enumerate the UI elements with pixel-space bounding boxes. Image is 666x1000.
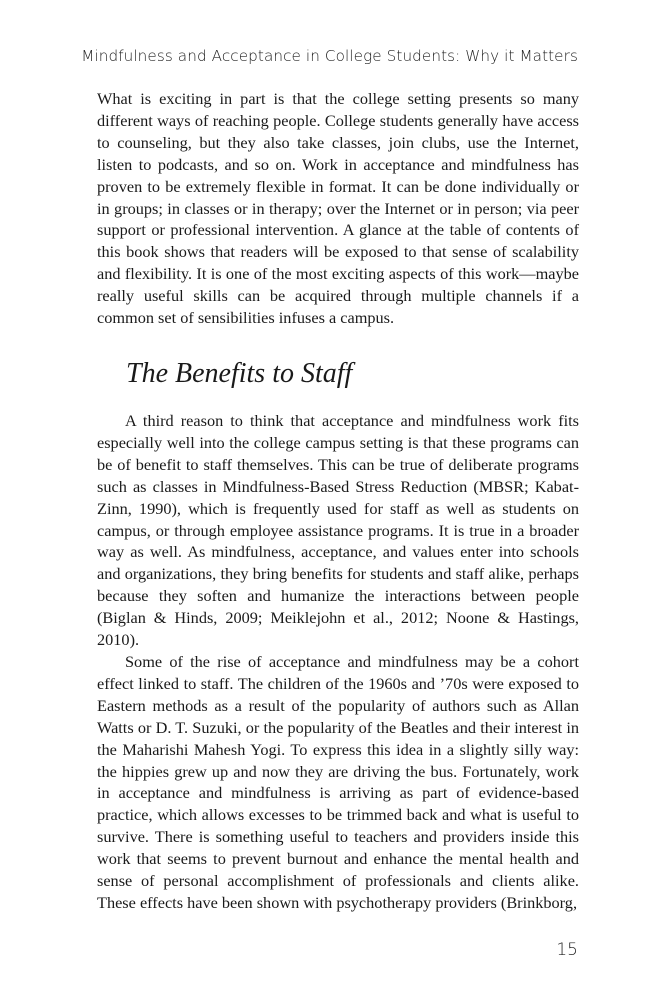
intro-text-block (97, 88, 579, 329)
paragraph: A third reason to think that acceptance and mindfulness work fits especially well into the college campus setting is that these programs can be of benefit to staff themselves. This can be true of deliberate programs such as classes in Mindfulness-Based Stress Reduction (MBSR; Kabat-Zinn, 1990), which is frequently used for staff as well as students on campus, or through employee assistance programs. It is true in a broader way as well. As mindfulness, acceptance, and values enter into schools and organizations, they bring benefits for students and staff alike, perhaps because they soften and humanize the interactions between people (Biglan & Hinds, 2009; Meiklejohn et al., 2012; Noone & Hastings, 2010). (97, 411, 579, 650)
section-heading: The Benefits to Staff (126, 358, 353, 389)
section-text-block (97, 410, 579, 914)
paragraph: What is exciting in part is that the college setting presents so many different ways of reaching people. College students generally have access to counseling, but they also take classes, join clubs, use the Internet, listen to podcasts, and so on. Work in acceptance and mindfulness has proven to be extremely flexible in format. It can be done individually or in groups; in classes or in therapy; over the Internet or in person; via peer support or professional intervention. A glance at the table of contents of this book shows that readers will be exposed to that sense of scalability and flexibility. It is one of the most exciting aspects of this work—maybe really useful skills can be acquired through multiple channels if a common set of sensibilities infuses a campus. (97, 89, 579, 328)
paragraph: Some of the rise of acceptance and mindfulness may be a cohort effect linked to staff. The children of the 1960s and ’70s were exposed to Eastern methods as a result of the popularity of authors such as Allan Watts or D. T. Suzuki, or the popularity of the Beatles and their interest in the Maharishi Mahesh Yogi. To express this idea in a slightly silly way: the hippies grew up and now they are driving the bus. Fortunately, work in acceptance and mindfulness is arriving as part of evidence-based practice, which allows excesses to be trimmed back and what is useful to survive. There is something useful to teachers and providers inside this work that seems to prevent burnout and enhance the mental health and sense of personal accomplishment of professionals and clients alike. These effects have been shown with psychotherapy providers (Brinkborg, (97, 651, 579, 912)
running-head: Mindfulness and Acceptance in College Students: Why it Matters (81, 47, 578, 65)
page-number: 15 (556, 940, 578, 960)
